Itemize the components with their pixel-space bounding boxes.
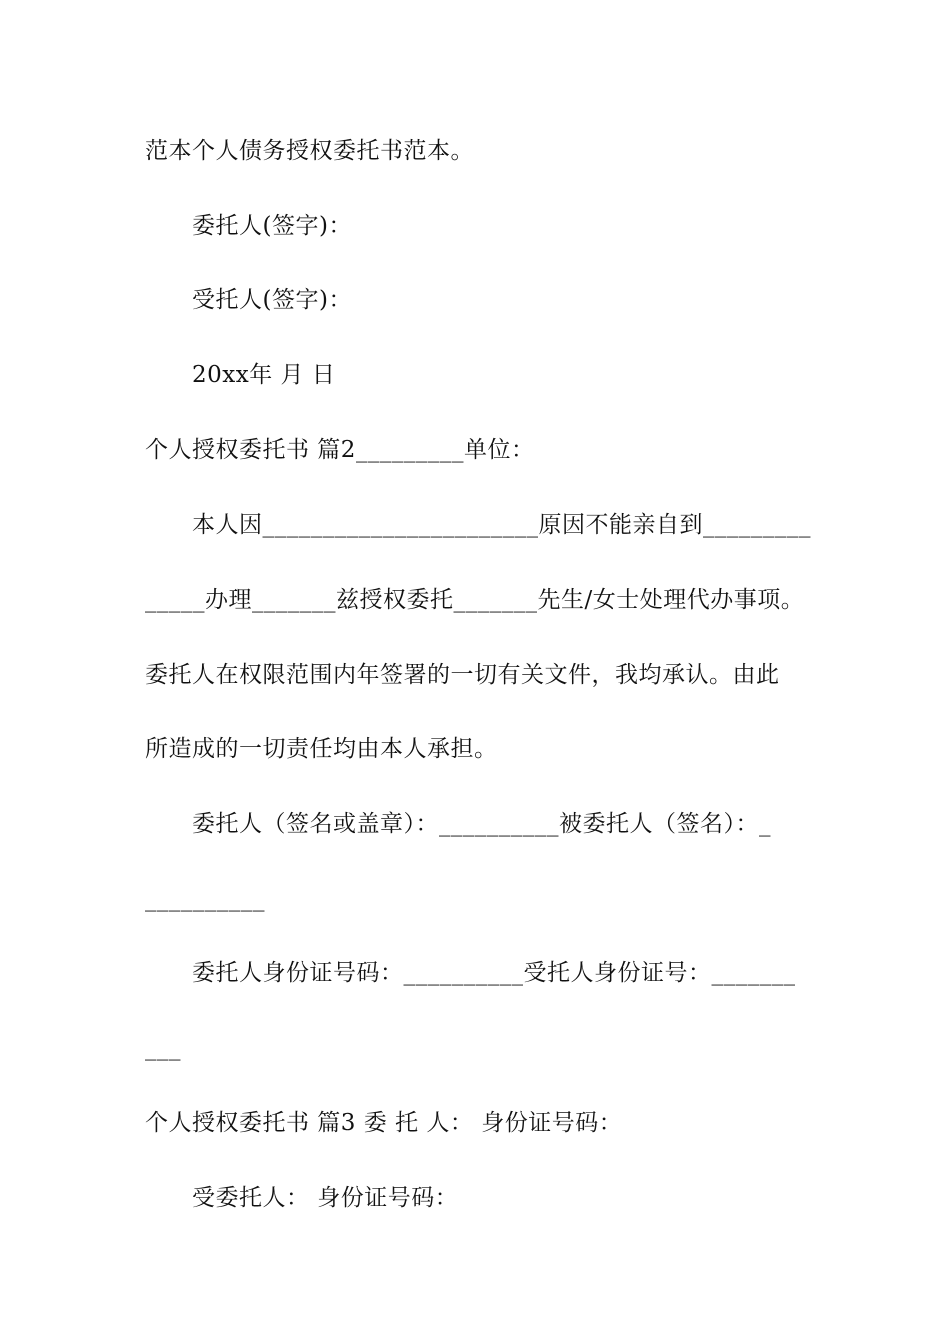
signature-fields-line: 委托人（签名或盖章）：__________被委托人（签名）：_ — [192, 811, 771, 837]
authorization-text-line-4: 所造成的一切责任均由本人承担。 — [145, 736, 498, 762]
section-heading-2: 个人授权委托书 篇2_________单位： — [145, 437, 535, 463]
section-heading-3: 个人授权委托书 篇3 委 托 人： 身份证号码： — [145, 1110, 623, 1136]
authorization-text-line-2: _____办理_______兹授权委托_______先生/女士处理代办事项。 — [145, 587, 805, 613]
date-line: 20xx年 月 日 — [192, 362, 336, 388]
id-number-fields-continuation: ___ — [145, 1035, 181, 1061]
signature-fields-continuation: __________ — [145, 886, 265, 912]
authorization-text-line-1: 本人因_______________________原因不能亲自到_________ — [192, 512, 811, 538]
principal-signature-line: 委托人(签字)： — [192, 213, 352, 239]
paragraph-template-end: 范本个人债务授权委托书范本。 — [145, 138, 474, 164]
authorization-text-line-3: 委托人在权限范围内年签署的一切有关文件，我均承认。由此 — [145, 662, 780, 688]
delegate-id-line: 受委托人： 身份证号码： — [192, 1185, 459, 1211]
id-number-fields-line: 委托人身份证号码：__________受托人身份证号：_______ — [192, 960, 796, 986]
agent-signature-line: 受托人(签字)： — [192, 287, 352, 313]
